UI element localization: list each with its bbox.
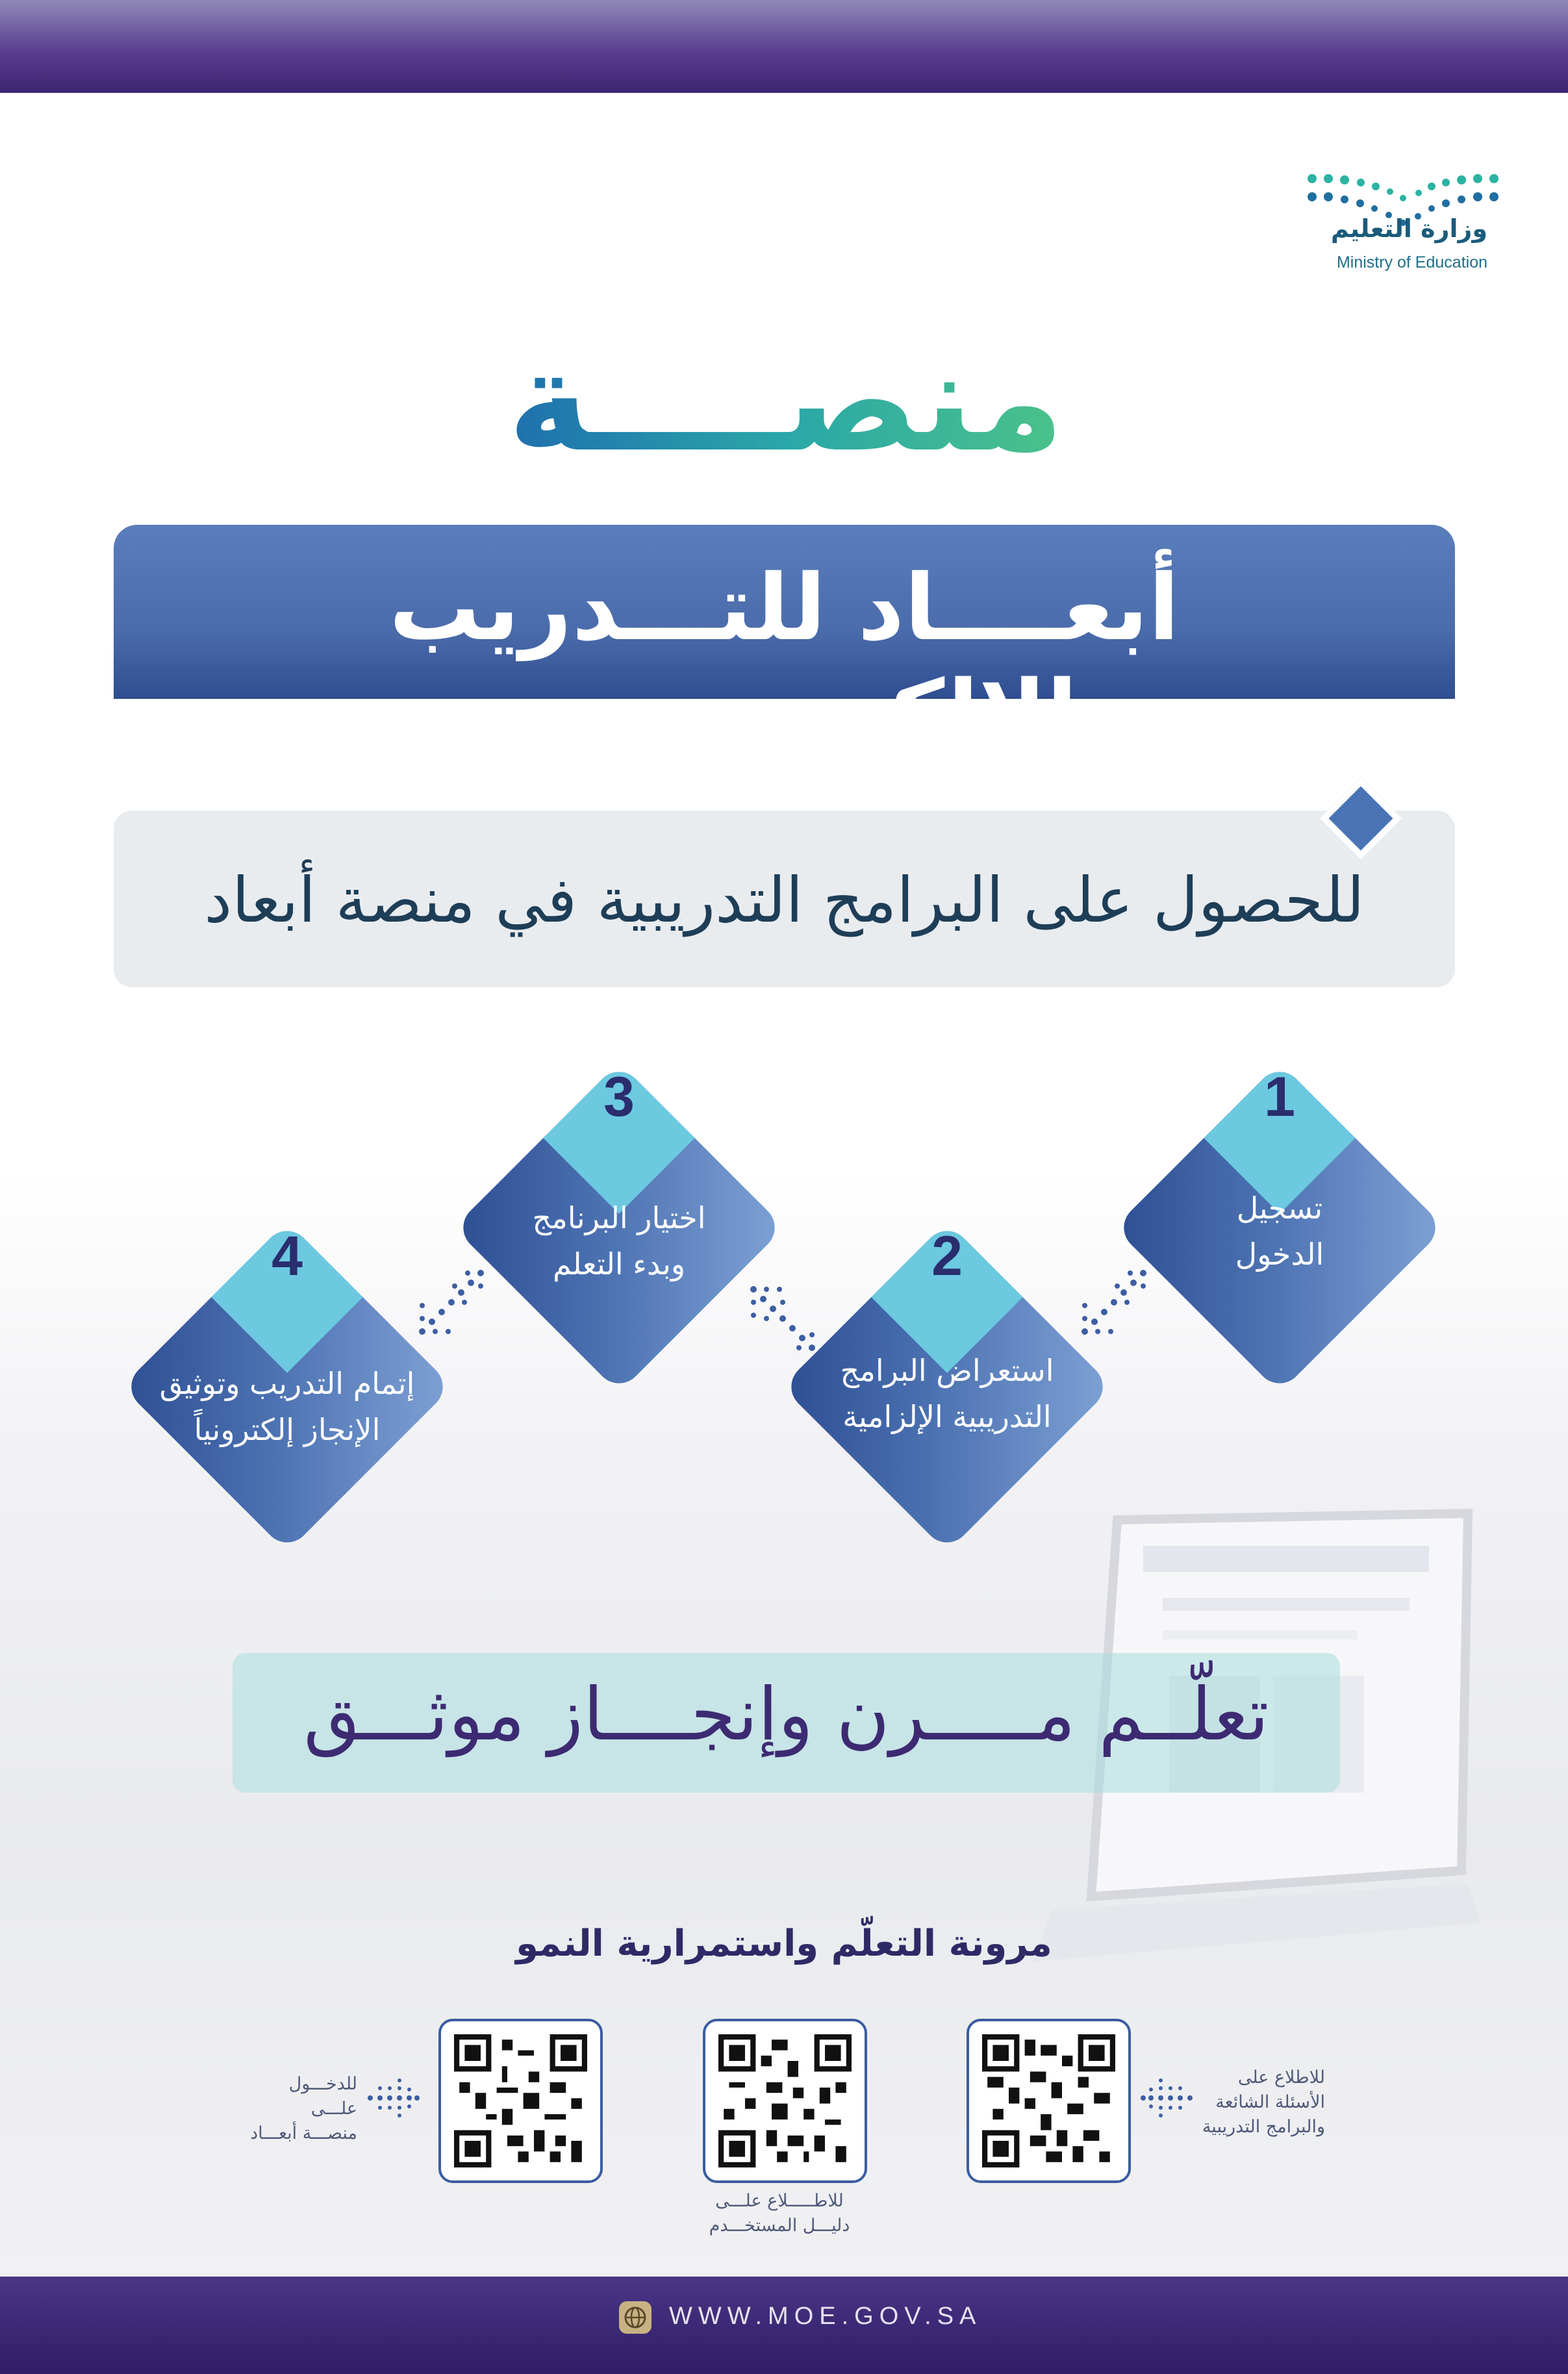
qr-caption-faq: للاطلاع على الأسئلة الشائعة والبرامج التدريبية	[1202, 2067, 1325, 2137]
step-4-number: 4	[272, 1225, 303, 1287]
step-1-number: 1	[1264, 1066, 1295, 1128]
dotted-arrow-icon	[747, 1283, 818, 1354]
qr-caption-platform: للدخـــول علـــى منصـــة أبعـــاد	[250, 2074, 357, 2143]
step-2-number: 2	[931, 1225, 963, 1287]
dotted-arrow-icon	[1138, 2075, 1196, 2121]
dotted-arrow-icon	[416, 1267, 487, 1338]
dotted-arrow-icon	[364, 2075, 422, 2121]
dotted-arrow-icon	[1078, 1267, 1150, 1338]
qr-code-icon	[718, 2034, 852, 2167]
website-link[interactable]: WWW.MOE.GOV.SA	[669, 2303, 982, 2330]
ministry-name-arabic: وزارة التعليم	[1330, 214, 1487, 243]
qr-code-faq[interactable]	[967, 2019, 1131, 2183]
globe-icon	[619, 2301, 651, 2334]
step-4-label: إتمام التدريب وتوثيق الإنجاز إلكترونياً	[159, 1366, 415, 1448]
step-3-number: 3	[603, 1066, 635, 1128]
subtitle-text: للحصول على البرامج التدريبية في منصة أبعاد	[204, 864, 1365, 937]
title-text: أبعــــاد للتـــدريب الإلكتــــروني	[389, 555, 1180, 767]
qr-caption-user-guide: للاطـــــلاع علـــى دليـــل المستخـــدم	[709, 2191, 850, 2236]
qr-code-platform[interactable]	[438, 2019, 603, 2183]
platform-heading: منصــــة	[507, 320, 1065, 483]
step-2-label: استعراض البرامج التدريبية الإلزامية	[840, 1353, 1054, 1435]
step-3-label: اختيار البرنامج وبدء التعلم	[532, 1200, 706, 1282]
slogan-text: تعلّــم مـــــرن وإنجــــاز موثـــق	[303, 1673, 1269, 1757]
step-1-label: تسجيل الدخول	[1235, 1191, 1324, 1272]
growth-text: مرونة التعلّم واستمرارية النمو	[516, 1923, 1052, 1965]
top-band	[0, 0, 1568, 93]
ministry-name-english: Ministry of Education	[1336, 253, 1487, 271]
qr-code-user-guide[interactable]	[703, 2019, 867, 2183]
qr-code-icon	[454, 2034, 587, 2167]
qr-code-icon	[982, 2034, 1115, 2167]
